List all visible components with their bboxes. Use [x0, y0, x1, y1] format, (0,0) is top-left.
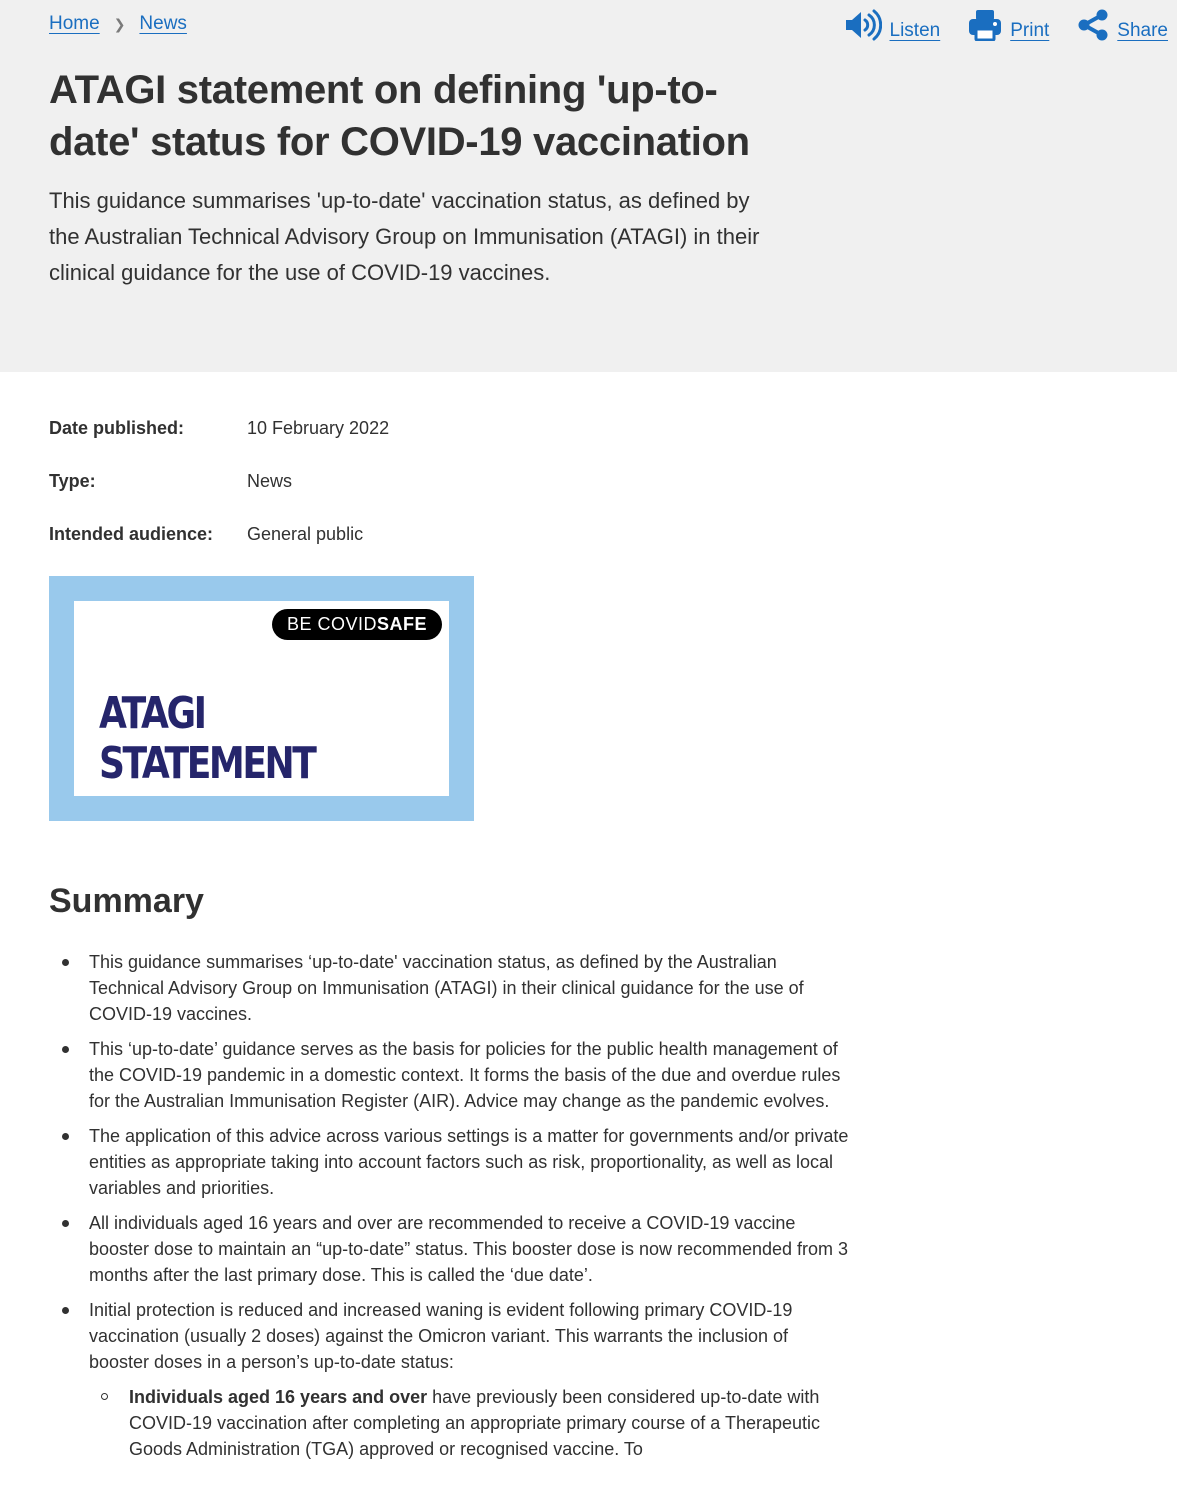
page-actions [816, 8, 1168, 42]
speaker-icon [844, 9, 882, 41]
meta-label: Type: [49, 471, 96, 491]
share-label: Share [1117, 20, 1168, 41]
summary-heading: Summary [49, 882, 204, 920]
badge-bold: SAFE [376, 614, 427, 634]
banner-title [99, 689, 314, 789]
badge-prefix: BE COVID [286, 614, 377, 634]
share-button[interactable] [1077, 8, 1168, 42]
sub-item-bold: Individuals aged 16 years and over [129, 1387, 428, 1407]
meta-label: Intended audience: [49, 524, 214, 544]
list-item-text: Initial protection is reduced and increased waning is evident following primary COVID-19 vaccination (usually 2 doses) against the Omicron variant. This warrants the inclusion of booster doses in a person’s up-to-date status: [89, 1300, 793, 1372]
meta-row-audience [49, 524, 389, 577]
list-item: All individuals aged 16 years and over are recommended to receive a COVID-19 vaccine booster dose to maintain an “up-to-date” status. This booster dose is now recommended from 3 months after the last primary dose. This is called the ‘due date’. [49, 1210, 849, 1288]
print-label: Print [1010, 20, 1050, 41]
list-item: This ‘up-to-date’ guidance serves as the basis for policies for the public health management of the COVID-19 pandemic in a domestic context. It forms the basis of the due and overdue rules for the Australian Immunisation Register (AIR). Advice may change as the pandemic evolves. [49, 1036, 849, 1114]
breadcrumb-home-link[interactable]: Home [49, 13, 100, 34]
meta-label: Date published: [49, 418, 185, 438]
list-item [49, 1297, 849, 1462]
summary-list [49, 949, 849, 1471]
sub-list [89, 1384, 849, 1462]
meta-value: 10 February 2022 [247, 418, 390, 438]
meta-row-type [49, 471, 389, 524]
share-icon [1077, 9, 1109, 41]
list-item: This guidance summarises ‘up-to-date' vaccination status, as defined by the Australian Technical Advisory Group on Immunisation (ATAGI) in their clinical guidance for the use of COVID-19 vaccines. [49, 949, 849, 1027]
listen-button[interactable] [844, 8, 941, 42]
be-covidsafe-badge [272, 609, 442, 640]
listen-label: Listen [889, 20, 941, 41]
page-intro: This guidance summarises 'up-to-date' vaccination status, as defined by the Australian Technical Advisory Group on Immunisation (ATAGI) in their clinical guidance for the use of COVID-19 vaccines. [49, 188, 760, 285]
metadata-list [49, 418, 389, 577]
meta-row-date [49, 418, 389, 471]
atagi-statement-banner [49, 576, 474, 821]
meta-value: News [247, 471, 293, 491]
breadcrumb-news-link[interactable]: News [139, 13, 187, 34]
sub-list-item [89, 1384, 849, 1462]
printer-icon [968, 9, 1002, 41]
breadcrumb [49, 13, 187, 35]
meta-value: General public [247, 524, 364, 544]
list-item: The application of this advice across various settings is a matter for governments and/or private entities as appropriate taking into account factors such as risk, proportionality, as well as local variables and priorities. [49, 1123, 849, 1201]
banner-line-2: STATEMENT [99, 738, 315, 789]
chevron-right-icon: ❯ [113, 15, 126, 32]
page-title: ATAGI statement on defining 'up-to-date' status for COVID-19 vaccination [49, 68, 750, 164]
page-header [0, 0, 1177, 372]
banner-line-1: ATAGI [99, 688, 205, 739]
banner-inner [74, 601, 449, 796]
print-button[interactable] [968, 8, 1049, 42]
sub-item-text: have previously been considered up-to-date with COVID-19 vaccination after completing an appropriate primary course of a Therapeutic Goods Administration (TGA) approved or recognised vaccine. To [129, 1387, 821, 1459]
